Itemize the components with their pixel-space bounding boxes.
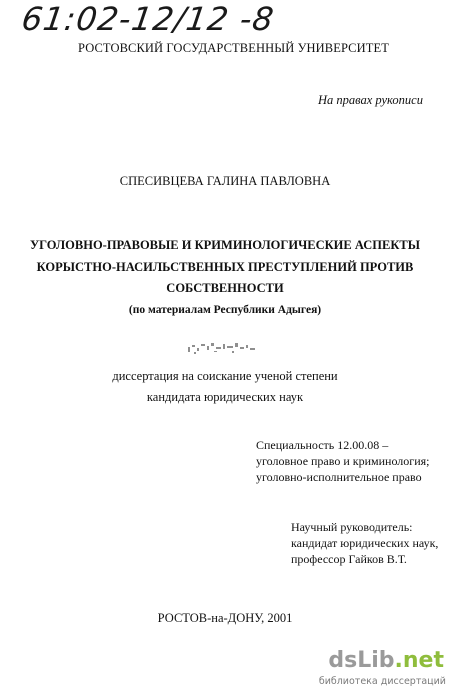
specialty-line-2: уголовное право и криминология; [256,454,430,468]
handwritten-catalog-number: 61:02-12/12 -8 [19,0,277,38]
supervisor-line-3: профессор Гайков В.Т. [291,552,407,566]
city-year: РОСТОВ-на-ДОНУ, 2001 [157,611,293,625]
dslib-watermark[interactable] [318,648,450,694]
degree-line-1: диссертация на соискание ученой степени [112,369,338,383]
university-name: РОСТОВСКИЙ ГОСУДАРСТВЕННЫЙ УНИВЕРСИТЕТ [78,41,389,55]
logo-tld-text: .net [394,648,444,673]
supervisor-line-1: Научный руководитель: [291,520,413,534]
title-line-1: УГОЛОВНО-ПРАВОВЫЕ И КРИМИНОЛОГИЧЕСКИЕ АСПЕКТЫ [29,238,421,252]
title-line-2: КОРЫСТНО-НАСИЛЬСТВЕННЫХ ПРЕСТУПЛЕНИЙ ПРОТИВ [36,260,414,274]
degree-line-2: кандидата юридических наук [146,390,304,404]
rights-note: На правах рукописи [318,93,423,107]
dslib-logo [328,648,444,673]
supervisor-line-2: кандидат юридических наук, [291,536,439,550]
specialty-line-1: Специальность 12.00.08 – [256,438,389,452]
title-line-3: СОБСТВЕННОСТИ [166,281,284,295]
author-name: СПЕСИВЦЕВА ГАЛИНА ПАВЛОВНА [119,174,331,188]
logo-main-text: dsLib [328,648,395,673]
watermark-caption: библиотека диссертаций [318,676,446,687]
specialty-line-3: уголовно-исполнительное право [256,470,422,484]
faded-stamp-mark [186,336,258,358]
title-subtitle: (по материалам Республики Адыгея) [128,304,322,316]
